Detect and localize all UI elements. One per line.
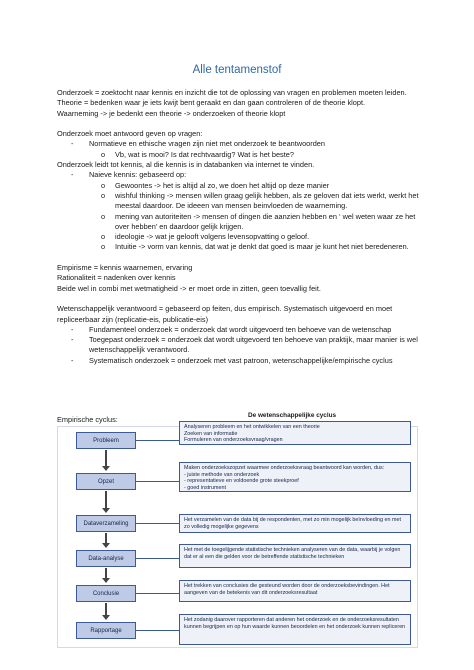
connector-line bbox=[136, 558, 179, 559]
desc-line: Formuleren van onderzoeksvraag/vragen bbox=[184, 437, 283, 443]
bullet-text: Systematisch onderzoek = onderzoek met vast patroon, wetenschappelijke/empirische cyclus bbox=[89, 355, 393, 365]
sub-bullet-text: mening van autoriteiten -> mensen of dingen die aanzien hebben en ‘ wel weten waar ze het over hebben’ en daardoor gelijk krijgen. bbox=[115, 211, 416, 231]
sub-bullet-item bbox=[57, 232, 427, 242]
paragraph-wetmatigheid: Beide wel in combi met wetmatigheid -> er moet orde in zitten, geen toevallig feit. bbox=[57, 283, 321, 293]
page-title: Alle tentamenstof bbox=[192, 64, 282, 76]
cycle-desc-conclusie bbox=[179, 580, 411, 602]
desc-line: Het met de toegelijgende statistische technieken analyseren van de data, waarbij je volgen dat er al een die gelden voor de betreffende statistische technieken bbox=[184, 547, 401, 560]
cycle-desc-data-analyse bbox=[179, 544, 411, 568]
paragraph-vragen: Onderzoek moet antwoord geven op vragen: bbox=[57, 129, 203, 139]
sub-bullet-text: Intuitie -> vorm van kennis, dat wat je denkt dat goed is maar je kunt het niet beredeneren. bbox=[115, 242, 409, 252]
bullet-marker: - bbox=[71, 324, 74, 334]
cycle-step-data-analyse: Data-analyse bbox=[76, 550, 136, 567]
desc-line: Het trekken van conclusies die gesteund worden door de onderzoeksbevindingen. Het aangeven van de betekenis van dit onderzoeksresultaat bbox=[184, 583, 390, 596]
connector-line bbox=[136, 523, 179, 524]
cycle-desc-probleem bbox=[179, 421, 411, 445]
cycle-step-rapportage: Rapportage bbox=[76, 622, 136, 639]
paragraph-waarneming: Waarneming -> je bedenkt een theorie -> onderzoeken of theorie klopt bbox=[57, 108, 286, 118]
desc-line: - juiste methode van onderzoek bbox=[184, 471, 260, 478]
paragraph-kennis: Onderzoek leidt tot kennis, al die kennis is in databanken via internet te vinden. bbox=[57, 160, 315, 170]
sub-bullet-marker: o bbox=[101, 149, 106, 159]
bullet-item bbox=[57, 170, 427, 180]
cycle-step-conclusie: Conclusie bbox=[76, 585, 136, 602]
cycle-desc-rapportage bbox=[179, 614, 411, 645]
connector-line bbox=[136, 440, 179, 441]
figure-caption: Empirische cyclus: bbox=[57, 415, 118, 424]
bullet-text: Naieve kennis: gebaseerd op: bbox=[89, 170, 187, 180]
sub-bullet-text: Gewoontes -> het is altijd al zo, we doen het altijd op deze manier bbox=[115, 180, 330, 190]
cycle-desc-opzet bbox=[179, 462, 411, 492]
bullet-text: Fundamenteel onderzoek = onderzoek dat wordt uitgevoerd ten behoeve van de wetenschap bbox=[89, 324, 392, 334]
paragraph-verantwoord: Wetenschappelijk verantwoord = gebaseerd op feiten, dus empirisch. Systematisch uitgevoerd en moet repliceerbaar zijn (replicatie-eis, publicatie-eis) bbox=[57, 304, 393, 324]
bullet-text: Normatieve en ethische vragen zijn niet met onderzoek te beantwoorden bbox=[89, 139, 325, 149]
sub-bullet-item bbox=[57, 150, 427, 160]
connector-line bbox=[136, 593, 179, 594]
cycle-desc-dataverzameling bbox=[179, 514, 411, 533]
desc-line: Het zodanig daarover rapporteren dat anderen het onderzoek en de onderzoeksresultaten kunnen begrijpen en op hun waarde kunnen beoordelen en het onderzoek kunnen repliceren bbox=[184, 617, 406, 630]
sub-bullet-text: wishful thinking -> mensen willen graag gelijk hebben, als ze geloven dat iets werkt, werkt het meestal daardoor. De ideeen van mensen beinvloeden de waarneming. bbox=[115, 190, 419, 211]
cycle-step-opzet: Opzet bbox=[76, 473, 136, 490]
cycle-step-dataverzameling: Dataverzameling bbox=[76, 515, 136, 532]
connector-line bbox=[136, 481, 179, 482]
down-arrow-icon bbox=[105, 533, 107, 544]
sub-bullet-text: Vb, wat is mooi? Is dat rechtvaardig? Wat is het beste? bbox=[115, 149, 294, 159]
bullet-item bbox=[57, 356, 427, 366]
bullet-text: Toegepast onderzoek = onderzoek dat wordt uitgevoerd ten behoeve van praktijk, maar manier is wel wetenschappelijk verantwoord. bbox=[89, 335, 418, 355]
desc-line: Het verzamelen van de data bij de respondenten, met zo min mogelijk beïnvloeding en met zo volledig mogelijke gegevens bbox=[184, 517, 401, 530]
bullet-item bbox=[57, 325, 427, 335]
desc-line: Zoeken van informatie bbox=[184, 430, 238, 437]
paragraph-theorie: Theorie = bedenken waar je iets kwijt bent geraakt en dan gaan controleren of de theorie klopt. bbox=[57, 98, 366, 108]
bullet-marker: - bbox=[71, 170, 74, 180]
down-arrow-icon bbox=[105, 568, 107, 579]
sub-bullet-marker: o bbox=[101, 242, 106, 252]
desc-line: - goed instrument bbox=[184, 484, 226, 491]
paragraph-empirisme: Empirisme = kennis waarnemen, ervaring bbox=[57, 263, 193, 273]
paragraph-onderzoek: Onderzoek = zoektocht naar kennis en inzicht die tot de oplossing van vragen en problemen moeten leiden. bbox=[57, 88, 407, 97]
bullet-marker: - bbox=[71, 335, 74, 345]
bullet-item bbox=[57, 139, 427, 149]
connector-line bbox=[136, 630, 179, 631]
bullet-marker: - bbox=[71, 139, 74, 149]
desc-line: - representatieve en voldoende grote steekproef bbox=[184, 478, 299, 484]
document-body bbox=[57, 88, 427, 366]
figure-title: De wetenschappelijke cyclus bbox=[248, 412, 337, 419]
sub-bullet-item bbox=[57, 191, 427, 212]
sub-bullet-text: ideologie -> wat je gelooft volgens levensopvatting o geloof. bbox=[115, 232, 310, 242]
bullet-item bbox=[57, 335, 427, 356]
sub-bullet-item bbox=[57, 242, 427, 252]
desc-line: Maken onderzoekszopzet waarmee onderzoeksvraag beantwoord kan worden, dus: bbox=[184, 465, 385, 471]
down-arrow-icon bbox=[105, 603, 107, 616]
sub-bullet-item bbox=[57, 181, 427, 191]
sub-bullet-marker: o bbox=[101, 190, 106, 200]
cycle-step-probleem: Probleem bbox=[76, 432, 136, 449]
bullet-marker: - bbox=[71, 355, 74, 365]
sub-bullet-marker: o bbox=[101, 211, 106, 221]
sub-bullet-marker: o bbox=[101, 232, 106, 242]
sub-bullet-item bbox=[57, 212, 427, 233]
paragraph-rationaliteit: Rationaliteit = nadenken over kennis bbox=[57, 273, 176, 283]
desc-line: Analyseren probleem en het ontwikkelen van een theorie bbox=[184, 424, 320, 430]
sub-bullet-marker: o bbox=[101, 180, 106, 190]
down-arrow-icon bbox=[105, 450, 107, 467]
down-arrow-icon bbox=[105, 491, 107, 509]
